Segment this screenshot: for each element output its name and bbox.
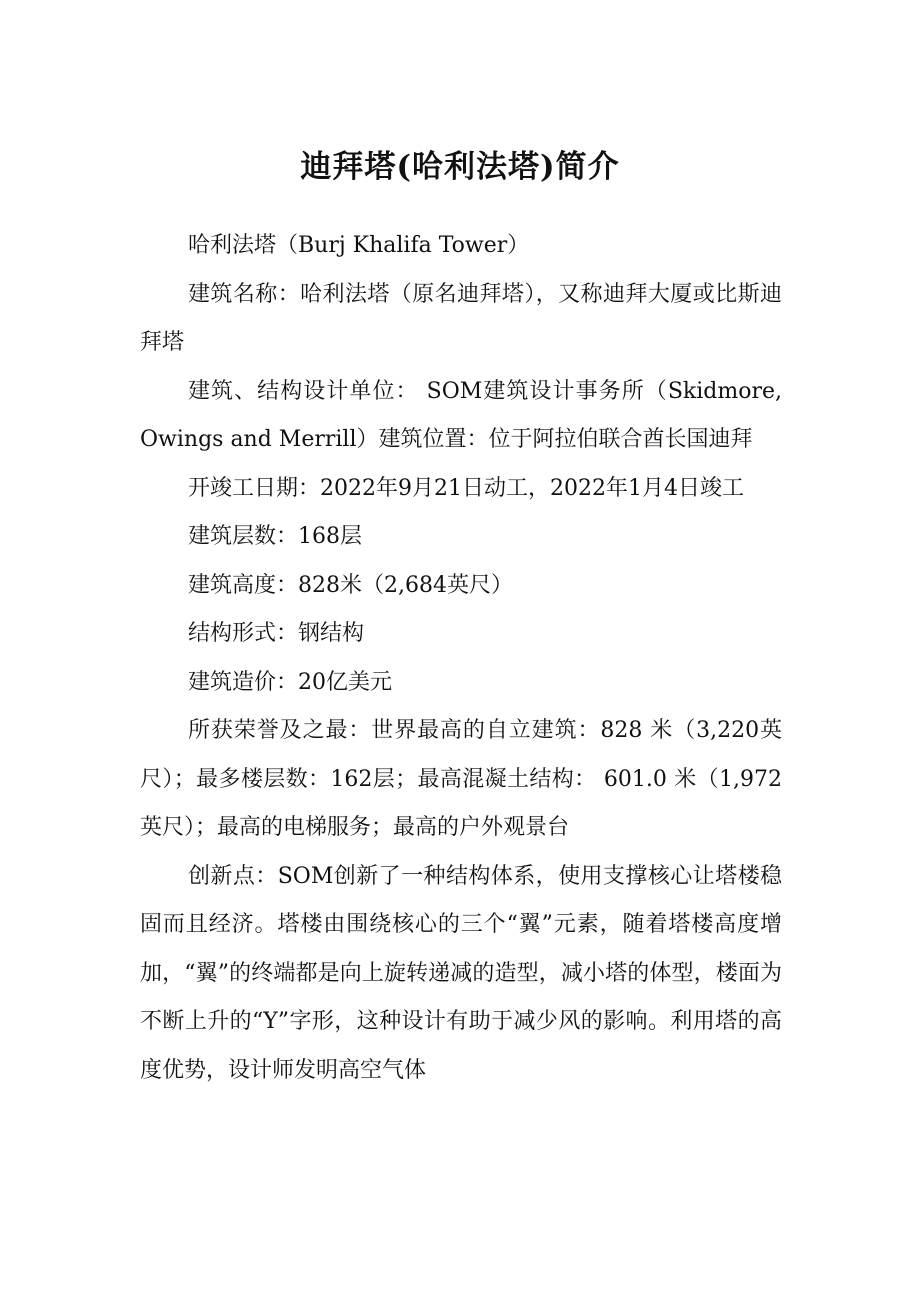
paragraph-cost: 建筑造价：20亿美元 — [188, 669, 392, 695]
paragraph-designer-location: 建筑、结构设计单位： SOM建筑设计事务所（Skidmore, Owings and Merrill）建筑位置：位于阿拉伯联合酋长国迪拜 — [140, 378, 782, 452]
paragraph-dates: 开竣工日期：2022年9月21日动工，2022年1月4日竣工 — [188, 475, 744, 501]
paragraph-innovation: 创新点：SOM创新了一种结构体系，使用支撑核心让塔楼稳固而且经济。塔楼由围绕核心的三个“翼”元素，随着塔楼高度增加，“翼”的终端都是向上旋转递减的造型，减小塔的体型，楼面为不断上升的“Y”字形，这种设计有助于减少风的影响。利用塔的高度优势，设计师发明高空气体 — [140, 863, 782, 1083]
document-body — [140, 222, 782, 1095]
paragraph-honors: 所获荣誉及之最：世界最高的自立建筑：828 米（3,220英尺）；最多楼层数：162层；最高混凝土结构： 601.0 米（1,972 英尺）；最高的电梯服务；最高的户外观景台 — [140, 718, 782, 840]
paragraph-floors: 建筑层数：168层 — [188, 524, 362, 549]
document-title: 迪拜塔(哈利法塔)简介 — [300, 149, 620, 185]
paragraph-building-name: 建筑名称：哈利法塔（原名迪拜塔），又称迪拜大厦或比斯迪拜塔 — [140, 281, 782, 355]
paragraph-name-en: 哈利法塔（Burj Khalifa Tower） — [188, 233, 530, 258]
paragraph-height: 建筑高度：828米（2,684英尺） — [188, 572, 513, 598]
paragraph-structure: 结构形式：钢结构 — [188, 621, 365, 646]
